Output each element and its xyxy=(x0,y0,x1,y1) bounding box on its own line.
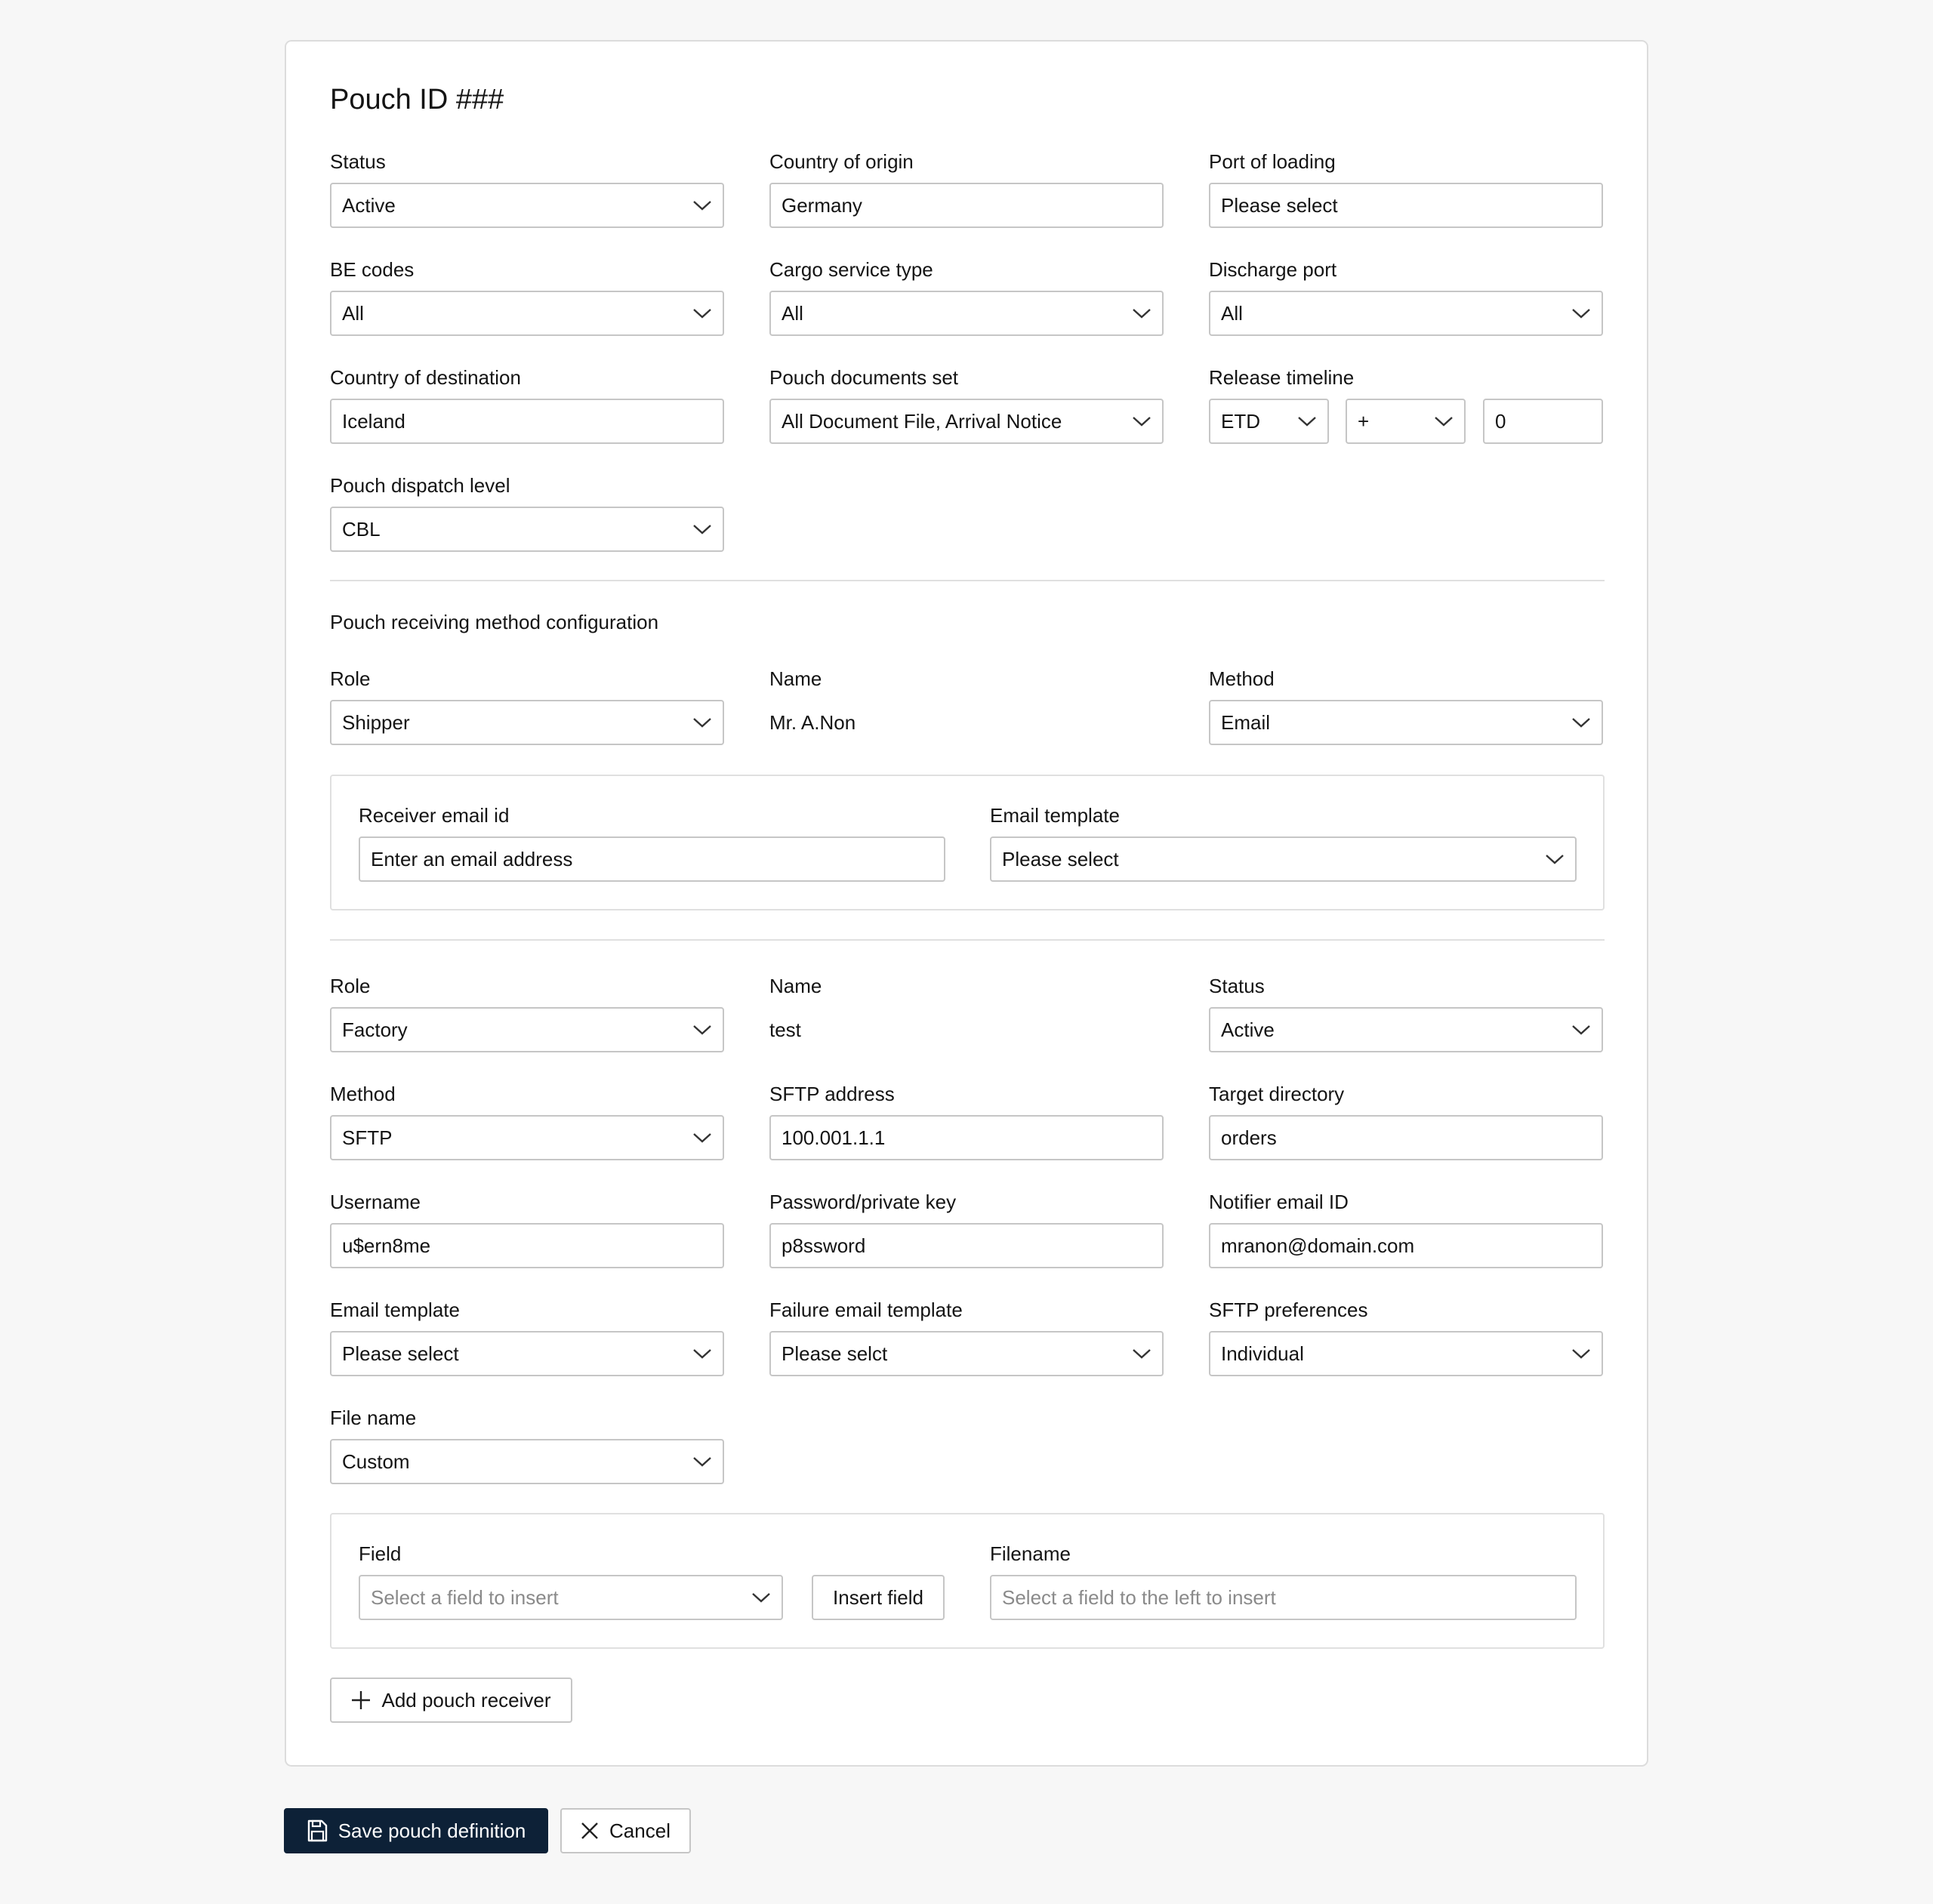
password-label: Password/private key xyxy=(769,1191,957,1213)
pouch-documents-set-label: Pouch documents set xyxy=(769,366,959,389)
country-of-origin-input[interactable] xyxy=(769,183,1164,228)
receiver1-role-select[interactable] xyxy=(330,700,724,745)
field-select[interactable] xyxy=(359,1575,783,1620)
page-title: Pouch ID ### xyxy=(330,84,504,116)
pouch-documents-set-value: All Document File, Arrival Notice xyxy=(782,409,1062,433)
receiver-email-placeholder: Enter an email address xyxy=(371,847,573,870)
plus-icon xyxy=(351,1690,371,1710)
receiver2-role-value: Factory xyxy=(342,1018,408,1041)
failure-email-template-label: Failure email template xyxy=(769,1299,963,1321)
receiver2-status-value: Active xyxy=(1221,1018,1275,1041)
country-of-destination-value: Iceland xyxy=(342,409,405,433)
pouch-dispatch-level-select[interactable] xyxy=(330,507,724,552)
failure-email-template-value: Please selct xyxy=(782,1342,888,1365)
release-timeline-sign-value: + xyxy=(1358,409,1370,433)
chevron-down-icon xyxy=(1132,415,1151,427)
notifier-email-value: mranon@domain.com xyxy=(1221,1234,1415,1257)
chevron-down-icon xyxy=(692,1132,712,1144)
email-config-panel xyxy=(330,775,1605,910)
receiver2-name-label: Name xyxy=(769,975,822,997)
receiver-divider xyxy=(330,939,1605,941)
password-input[interactable] xyxy=(769,1223,1164,1268)
chevron-down-icon xyxy=(1297,415,1317,427)
section-divider xyxy=(330,580,1605,581)
release-timeline-sign-select[interactable] xyxy=(1346,399,1466,444)
country-of-origin-value: Germany xyxy=(782,193,862,217)
chevron-down-icon xyxy=(1571,1024,1591,1036)
release-timeline-days-input[interactable] xyxy=(1483,399,1603,444)
sftp-preferences-label: SFTP preferences xyxy=(1209,1299,1368,1321)
password-value: p8ssword xyxy=(782,1234,866,1257)
save-button-label: Save pouch definition xyxy=(338,1819,526,1842)
country-of-destination-label: Country of destination xyxy=(330,366,521,389)
receiver2-status-label: Status xyxy=(1209,975,1265,997)
release-timeline-label: Release timeline xyxy=(1209,366,1355,389)
receiver2-role-select[interactable] xyxy=(330,1007,724,1052)
notifier-email-label: Notifier email ID xyxy=(1209,1191,1349,1213)
receiver2-method-value: SFTP xyxy=(342,1126,393,1149)
sftp-address-value: 100.001.1.1 xyxy=(782,1126,886,1149)
email-template-label: Email template xyxy=(990,804,1120,827)
pouch-documents-set-select[interactable] xyxy=(769,399,1164,444)
port-of-loading-value: Please select xyxy=(1221,193,1338,217)
failure-email-template-select[interactable] xyxy=(769,1331,1164,1376)
receiver1-method-label: Method xyxy=(1209,667,1275,690)
insert-field-button-label: Insert field xyxy=(833,1585,923,1609)
release-timeline-event-value: ETD xyxy=(1221,409,1260,433)
discharge-port-value: All xyxy=(1221,301,1243,325)
file-name-value: Custom xyxy=(342,1450,410,1473)
chevron-down-icon xyxy=(692,1456,712,1468)
status-value: Active xyxy=(342,193,396,217)
receiver2-email-template-label: Email template xyxy=(330,1299,460,1321)
pouch-dispatch-level-value: CBL xyxy=(342,517,381,541)
chevron-down-icon xyxy=(751,1591,771,1604)
pouch-definition-card xyxy=(285,40,1648,1767)
pouch-dispatch-level-label: Pouch dispatch level xyxy=(330,474,510,497)
sftp-preferences-value: Individual xyxy=(1221,1342,1304,1365)
sftp-preferences-select[interactable] xyxy=(1209,1331,1603,1376)
chevron-down-icon xyxy=(692,307,712,319)
receiver1-name-value: Mr. A.Non xyxy=(769,711,856,734)
username-input[interactable] xyxy=(330,1223,724,1268)
cargo-service-type-label: Cargo service type xyxy=(769,258,933,281)
status-label: Status xyxy=(330,150,386,173)
cargo-service-type-select[interactable] xyxy=(769,291,1164,336)
receiver-email-label: Receiver email id xyxy=(359,804,510,827)
cancel-button-label: Cancel xyxy=(609,1819,671,1842)
country-of-origin-label: Country of origin xyxy=(769,150,914,173)
add-pouch-receiver-button[interactable] xyxy=(330,1678,572,1723)
receiver2-method-label: Method xyxy=(330,1083,396,1105)
close-icon xyxy=(581,1822,599,1840)
target-directory-label: Target directory xyxy=(1209,1083,1345,1105)
receiver2-status-select[interactable] xyxy=(1209,1007,1603,1052)
chevron-down-icon xyxy=(1132,1348,1151,1360)
sftp-address-label: SFTP address xyxy=(769,1083,895,1105)
target-directory-value: orders xyxy=(1221,1126,1277,1149)
cargo-service-type-value: All xyxy=(782,301,803,325)
file-name-select[interactable] xyxy=(330,1439,724,1484)
username-value: u$ern8me xyxy=(342,1234,431,1257)
release-timeline-event-select[interactable] xyxy=(1209,399,1329,444)
cancel-button[interactable] xyxy=(560,1808,691,1853)
chevron-down-icon xyxy=(1434,415,1454,427)
chevron-down-icon xyxy=(692,716,712,729)
filename-builder-panel xyxy=(330,1513,1605,1649)
chevron-down-icon xyxy=(1571,1348,1591,1360)
receiver2-method-select[interactable] xyxy=(330,1115,724,1160)
filename-input[interactable] xyxy=(990,1575,1577,1620)
save-icon xyxy=(307,1819,328,1842)
filename-placeholder: Select a field to the left to insert xyxy=(1002,1585,1276,1609)
sftp-address-input[interactable] xyxy=(769,1115,1164,1160)
receiver2-role-label: Role xyxy=(330,975,371,997)
notifier-email-input[interactable] xyxy=(1209,1223,1603,1268)
receiver1-role-label: Role xyxy=(330,667,371,690)
file-name-label: File name xyxy=(330,1406,417,1429)
filename-label: Filename xyxy=(990,1542,1071,1565)
target-directory-input[interactable] xyxy=(1209,1115,1603,1160)
field-select-placeholder: Select a field to insert xyxy=(371,1585,559,1609)
add-pouch-receiver-label: Add pouch receiver xyxy=(381,1688,551,1711)
receiver1-role-value: Shipper xyxy=(342,710,410,734)
port-of-loading-input[interactable] xyxy=(1209,183,1603,228)
chevron-down-icon xyxy=(692,523,712,535)
port-of-loading-label: Port of loading xyxy=(1209,150,1336,173)
receiver1-method-select[interactable] xyxy=(1209,700,1603,745)
be-codes-value: All xyxy=(342,301,364,325)
be-codes-label: BE codes xyxy=(330,258,415,281)
chevron-down-icon xyxy=(1571,716,1591,729)
email-template-select[interactable] xyxy=(990,836,1577,882)
insert-field-button[interactable] xyxy=(812,1575,945,1620)
chevron-down-icon xyxy=(1545,853,1565,865)
receiving-section-title: Pouch receiving method configuration xyxy=(330,611,659,633)
chevron-down-icon xyxy=(692,1024,712,1036)
receiver1-name-label: Name xyxy=(769,667,822,690)
username-label: Username xyxy=(330,1191,421,1213)
email-template-value: Please select xyxy=(1002,847,1119,870)
receiver-email-input[interactable] xyxy=(359,836,945,882)
chevron-down-icon xyxy=(692,1348,712,1360)
status-select[interactable] xyxy=(330,183,724,228)
chevron-down-icon xyxy=(692,199,712,211)
field-label: Field xyxy=(359,1542,402,1565)
release-timeline-days-value: 0 xyxy=(1495,409,1506,433)
receiver1-method-value: Email xyxy=(1221,710,1271,734)
chevron-down-icon xyxy=(1571,307,1591,319)
country-of-destination-input[interactable] xyxy=(330,399,724,444)
receiver2-name-value: test xyxy=(769,1018,801,1041)
receiver2-email-template-select[interactable] xyxy=(330,1331,724,1376)
discharge-port-label: Discharge port xyxy=(1209,258,1337,281)
save-pouch-definition-button[interactable] xyxy=(284,1808,548,1853)
be-codes-select[interactable] xyxy=(330,291,724,336)
chevron-down-icon xyxy=(1132,307,1151,319)
receiver2-email-template-value: Please select xyxy=(342,1342,459,1365)
discharge-port-select[interactable] xyxy=(1209,291,1603,336)
